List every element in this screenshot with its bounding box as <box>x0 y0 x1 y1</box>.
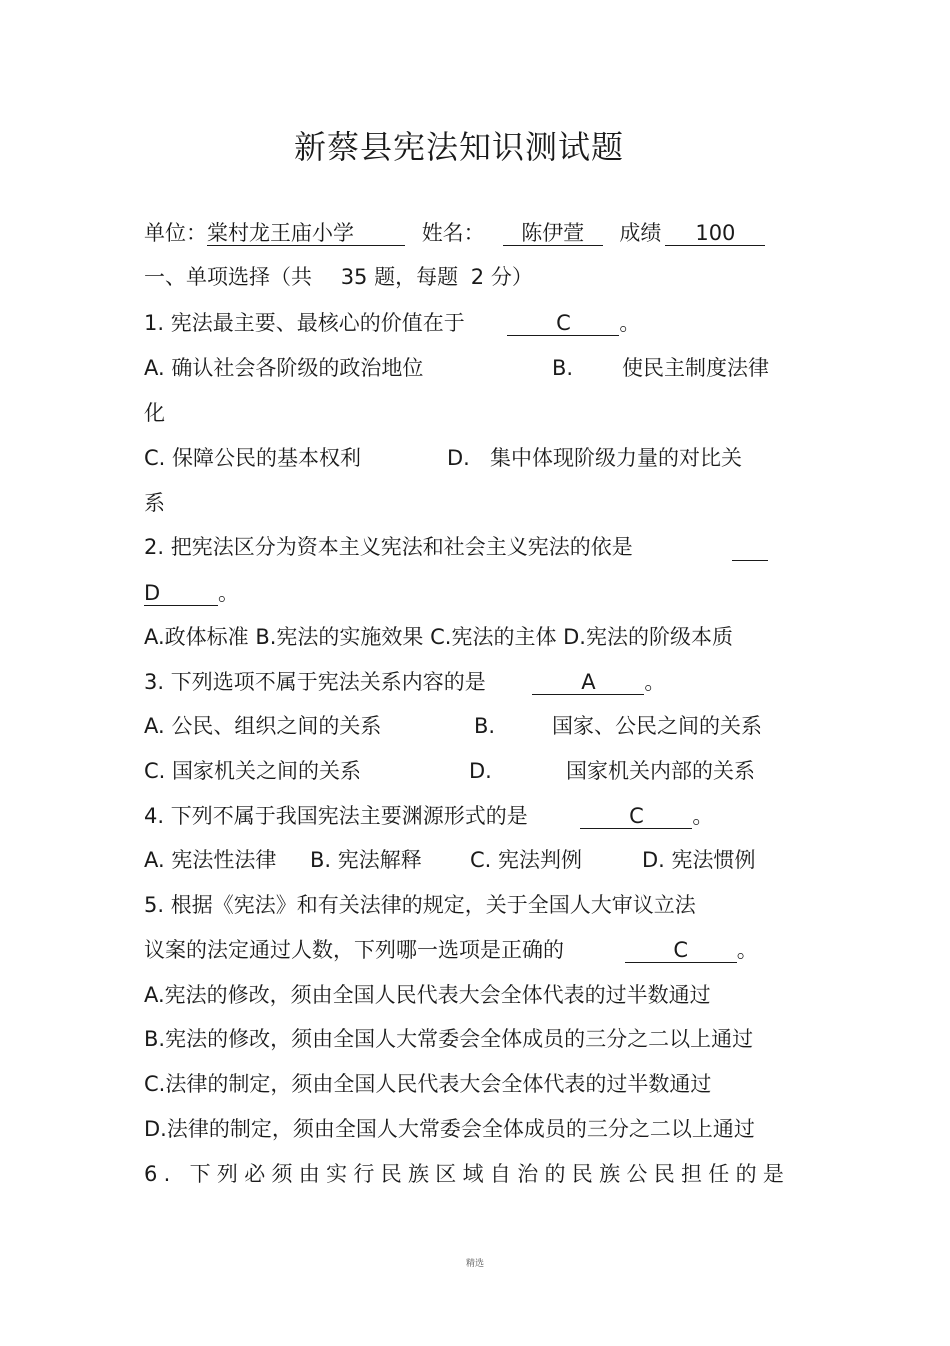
q2-options: A.政体标准 B.宪法的实施效果 C.宪法的主体 D.宪法的阶级本质 <box>144 625 733 649</box>
q3-option-b-label: B. <box>474 714 496 738</box>
q4-end: 。 <box>692 804 714 828</box>
q5-option-b: B.宪法的修改，须由全国人大常委会全体成员的三分之二以上通过 <box>144 1027 754 1051</box>
q1-end: 。 <box>619 311 641 335</box>
q2-answer-line <box>144 578 239 608</box>
question-3-stem <box>144 667 665 697</box>
q4-option-b: B. 宪法解释 <box>310 848 422 872</box>
q3-option-c: C. 国家机关之间的关系 <box>144 759 362 783</box>
unit-label: 单位： <box>144 221 207 245</box>
q4-option-a: A. 宪法性法律 <box>144 848 277 872</box>
q5-end: 。 <box>736 938 758 962</box>
section-heading <box>144 262 533 292</box>
q5-stem-text: 议案的法定通过人数，下列哪一选项是正确的 <box>144 938 564 962</box>
q3-answer: A <box>532 670 644 695</box>
name-value: 陈伊萱 <box>503 221 603 246</box>
q5-answer: C <box>625 938 737 963</box>
unit-value: 棠村龙王庙小学 <box>207 221 405 246</box>
q3-end: 。 <box>644 670 666 694</box>
q3-option-d-label: D. <box>469 759 492 783</box>
score-value: 100 <box>665 221 765 246</box>
q4-option-d: D. 宪法惯例 <box>642 848 756 872</box>
question-6-stem: 6. 下列必须由实行民族区域自治的民族公民担任的是 <box>144 1162 791 1186</box>
q3-stem-text: 3. 下列选项不属于宪法关系内容的是 <box>144 670 486 694</box>
question-count: 35 <box>340 265 368 289</box>
q5-option-a: A.宪法的修改，须由全国人民代表大会全体代表的过半数通过 <box>144 983 711 1007</box>
question-2-stem: 2. 把宪法区分为资本主义宪法和社会主义宪法的依是 <box>144 535 633 559</box>
q1-option-d-wrap: 系 <box>144 491 165 515</box>
q3-option-b-text: 国家、公民之间的关系 <box>552 714 762 738</box>
question-5-stem-line2 <box>144 935 758 965</box>
q4-answer: C <box>580 804 692 829</box>
q5-option-d: D.法律的制定，须由全国人大常委会全体成员的三分之二以上通过 <box>144 1117 755 1141</box>
q2-blank-start <box>732 560 768 561</box>
q1-option-c: C. 保障公民的基本权利 <box>144 446 362 470</box>
q2-end: 。 <box>218 581 239 605</box>
score-label: 成绩 <box>619 221 662 245</box>
footer-mark: 精选 <box>465 1259 484 1269</box>
header-line <box>144 218 765 248</box>
page-title: 新蔡县宪法知识测试题 <box>293 128 624 166</box>
q4-option-c: C. 宪法判例 <box>470 848 583 872</box>
q1-option-d-label: D. <box>447 446 470 470</box>
q1-stem-text: 1. 宪法最主要、最核心的价值在于 <box>144 311 465 335</box>
q5-option-c: C.法律的制定，须由全国人民代表大会全体代表的过半数通过 <box>144 1072 712 1096</box>
section-suffix: 分） <box>490 265 533 289</box>
q1-option-b-wrap: 化 <box>144 401 165 425</box>
question-5-stem-line1: 5. 根据《宪法》和有关法律的规定，关于全国人大审议立法 <box>144 893 696 917</box>
section-prefix: 一、单项选择（共 <box>144 265 312 289</box>
q1-option-a: A. 确认社会各阶级的政治地位 <box>144 356 424 380</box>
q2-answer: D <box>144 581 218 606</box>
q1-option-b-text: 使民主制度法律 <box>622 356 769 380</box>
q1-option-d-text: 集中体现阶级力量的对比关 <box>490 446 742 470</box>
question-1-stem <box>144 308 640 338</box>
q3-option-a: A. 公民、组织之间的关系 <box>144 714 382 738</box>
q3-option-d-text: 国家机关内部的关系 <box>566 759 755 783</box>
name-label: 姓名： <box>421 221 485 245</box>
question-4-stem <box>144 801 713 831</box>
points-per-question: 2 <box>470 265 485 289</box>
q1-answer: C <box>507 311 619 336</box>
q4-stem-text: 4. 下列不属于我国宪法主要渊源形式的是 <box>144 804 528 828</box>
section-mid: 题，每题 <box>374 265 459 289</box>
q1-option-b-label: B. <box>552 356 574 380</box>
